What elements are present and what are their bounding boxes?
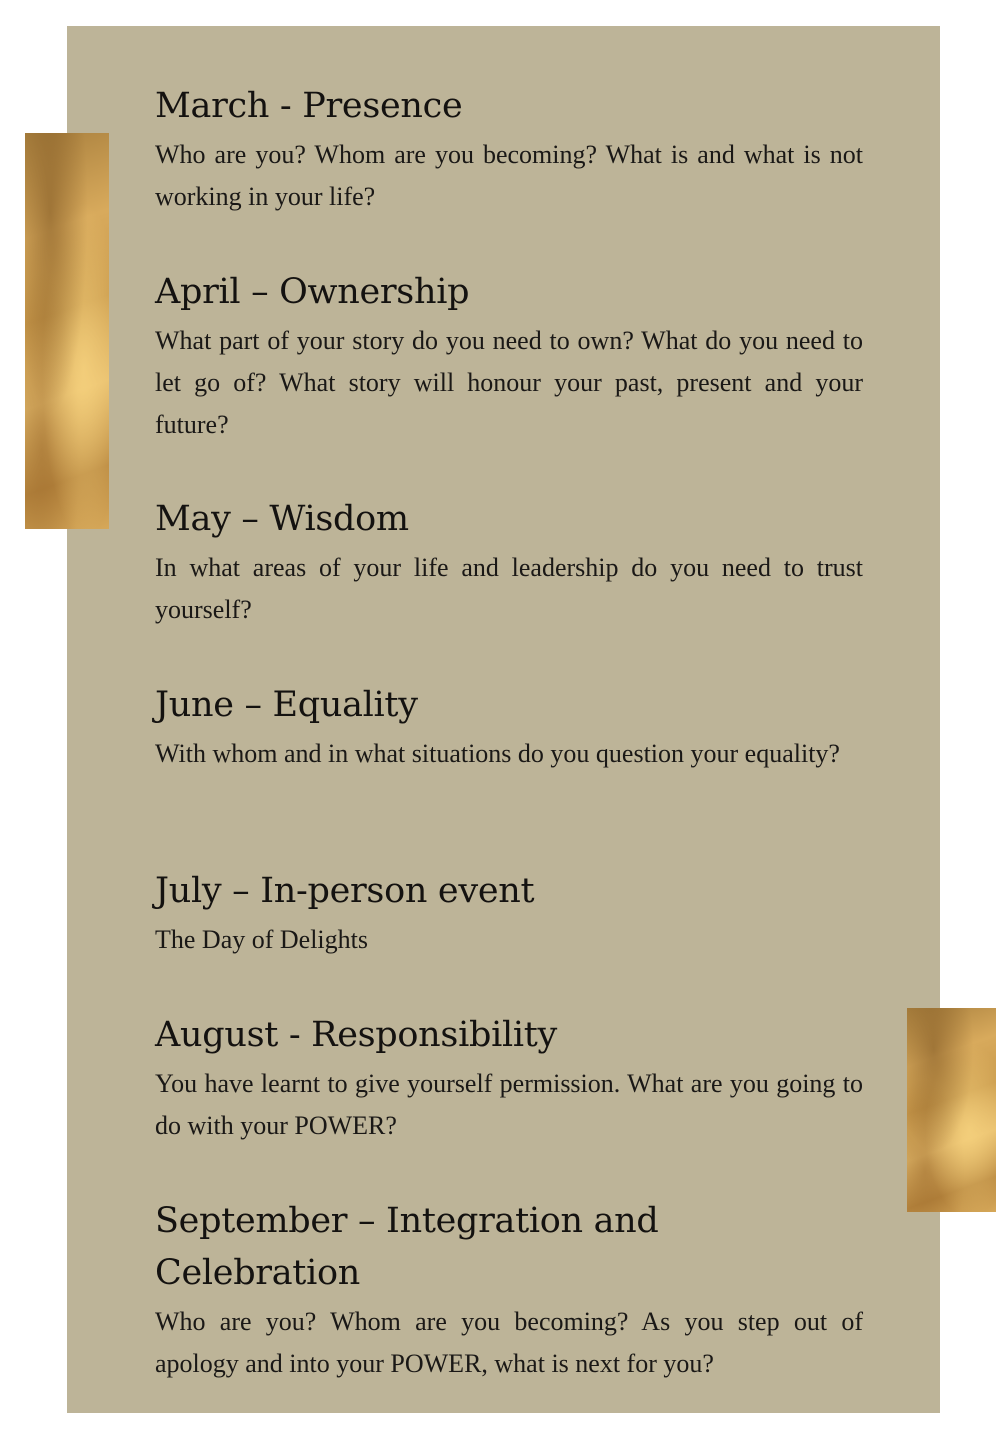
section-heading: August - Responsibility (155, 1015, 557, 1055)
section-august (155, 1009, 863, 1147)
section-body: Who are you? Whom are you becoming? What is and what is not working in your life? (155, 140, 863, 211)
section-september (155, 1195, 863, 1385)
section-may (155, 493, 863, 631)
section-june (155, 679, 863, 775)
section-heading: May – Wisdom (155, 499, 409, 539)
section-heading: March - Presence (155, 86, 463, 126)
section-body: You have learnt to give yourself permission. What are you going to do with your POWER? (155, 1069, 863, 1140)
section-heading: September – Integration and Celebration (155, 1201, 659, 1293)
section-july (155, 865, 863, 961)
section-april (155, 266, 863, 446)
section-body: With whom and in what situations do you question your equality? (155, 739, 840, 768)
gold-foil-decoration-left (25, 133, 109, 529)
section-heading: July – In-person event (155, 871, 535, 911)
section-march (155, 80, 863, 218)
section-body: What part of your story do you need to own? What do you need to let go of? What story will honour your past, present and your future? (155, 326, 863, 439)
section-body: Who are you? Whom are you becoming? As you step out of apology and into your POWER, what is next for you? (155, 1307, 863, 1378)
section-heading: June – Equality (155, 685, 418, 725)
section-heading: April – Ownership (155, 272, 470, 312)
section-body: The Day of Delights (155, 925, 369, 954)
gold-foil-decoration-right (907, 1008, 996, 1212)
section-body: In what areas of your life and leadership do you need to trust yourself? (155, 553, 863, 624)
